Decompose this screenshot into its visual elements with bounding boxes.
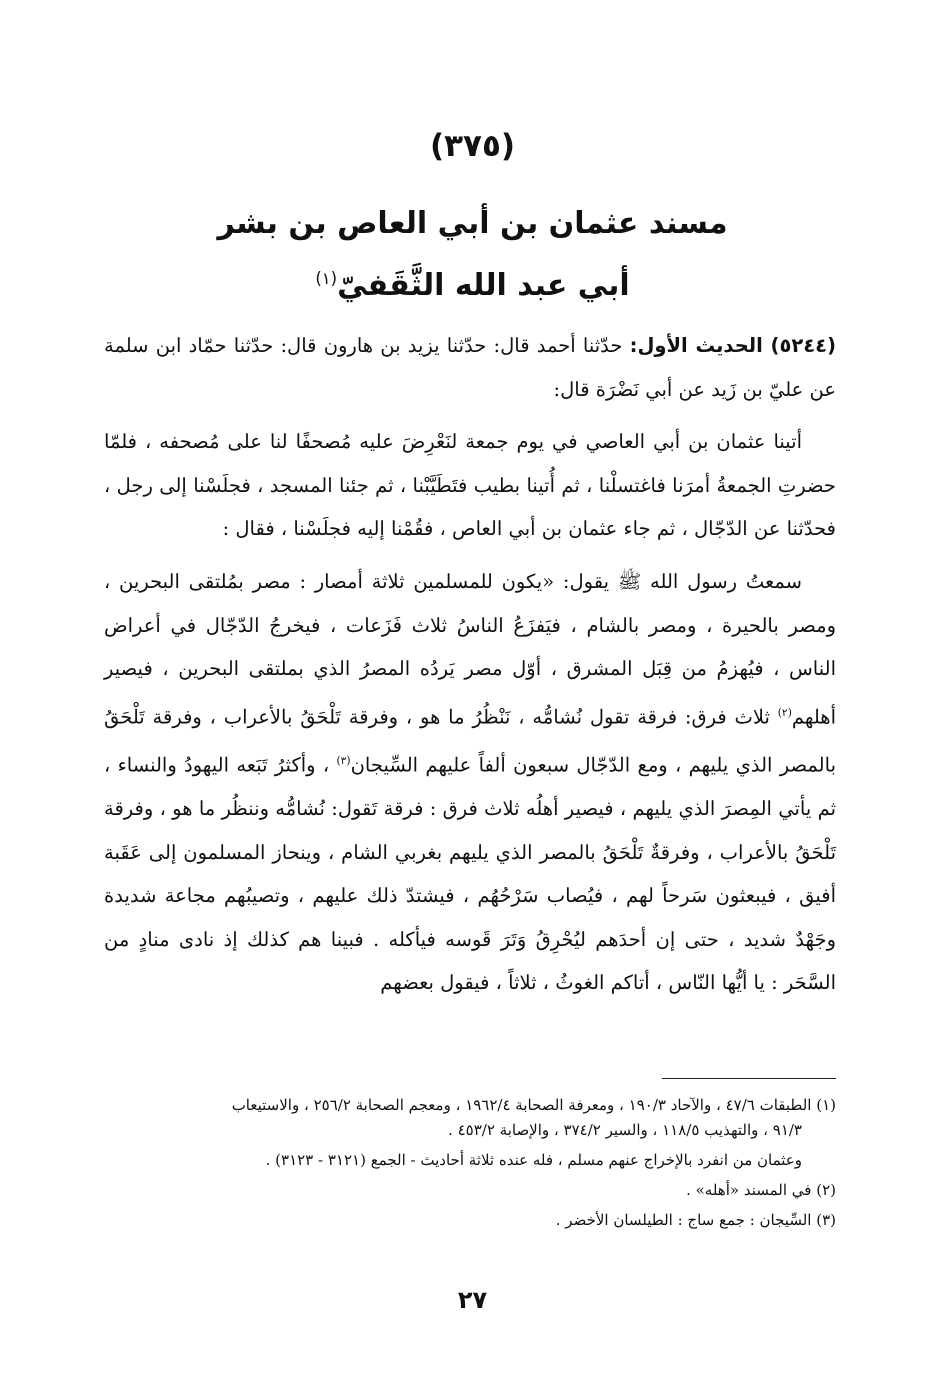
footnote-2: (٢) في المسند «أهله» . — [686, 1181, 836, 1199]
footnote-ref-1: (١) — [315, 269, 338, 288]
chapter-title: مسند عثمان بن أبي العاص بن بشر — [217, 206, 728, 241]
footnote-1-remark: وعثمان من انفرد بالإخراج عنهم مسلم ، فله عنده ثلاثة أحاديث - الجمع (٣١٢١ - ٣١٢٣) . — [265, 1151, 802, 1169]
page-number: ٢٧ — [457, 1286, 488, 1314]
chapter-subtitle-text: أبي عبد الله الثَّقَفيّ — [337, 268, 630, 303]
footnote-1-line-2: ٩١/٣ ، والتهذيب ١١٨/٥ ، والسير ٣٧٤/٢ ، والإصابة ٤٥٣/٢ . — [448, 1121, 802, 1139]
footnote-1 — [104, 1093, 836, 1143]
isnad-text: حدّثنا أحمد قال: حدّثنا يزيد بن هارون قال: حدّثنا حمّاد ابن سلمة عن عليّ بن زَيد عن أبي نَضْرَة قال: — [104, 334, 836, 401]
footnote-ref-3: (٣) — [336, 753, 351, 767]
footnotes — [104, 1093, 836, 1238]
isnad-paragraph — [104, 324, 836, 411]
chapter-subtitle — [0, 268, 945, 303]
footnote-1-line-1: (١) الطبقات ٤٧/٦ ، والآحاد ١٩٠/٣ ، ومعرفة الصحابة ١٩٦٢/٤ ، ومعجم الصحابة ٢٥٦/٢ ، والاستيعاب — [231, 1096, 836, 1114]
hadith-lead: (٥٢٤٤) الحديث الأول: — [629, 334, 836, 357]
narration-text-a: سمعتُ رسول الله ﷺ يقول: «يكون للمسلمين ثلاثة أمصار : مصر بمُلتقى البحرين ، ومصر بالحيرة ، ومصر بالشام ، فيَفزَعُ الناسُ ثلاث فَزَعات ، فيخرجُ الدّجّال في أعراض الناس ، فيُهزمُ من قِبَل المشرق ، أوّل مصر يَردُه المصرُ الذي بملتقى البحرين ، فيصير أهلهم — [104, 569, 836, 729]
narration-paragraph-1: أتينا عثمان بن أبي العاصي في يوم جمعة لنَعْرِضَ عليه مُصحفًا لنا على مُصحفه ، فلمّا حضرتِ الجمعةُ أمرَنا فاغتسلْنا ، ثم أُتينا بطيب فتَطَيَّبْنا ، ثم جئنا المسجد ، فجلَسْنا إلى رجل ، فحدّثنا عن الدّجّال ، ثم جاء عثمان بن أبي العاص ، فقُمْنا إليه فجلَسْنا ، فقال : — [104, 430, 836, 541]
footnote-separator — [662, 1078, 836, 1079]
narration-text-c: ، وأكثرُ تَبَعه اليهودُ والنساء ، ثم يأتي المِصرَ الذي يليهم ، فيصير أهلُه ثلاث فرق : فرقة تَقول: نُشامُّه وننظُر ما هو ، وفرقة تَلْحَقُ بالأعراب ، وفرقةٌ تَلْحَقُ بالمصر الذي يليهم بغربي الشام ، وينحاز المسلمون إلى عَقَبة أفيق ، فيبعثون سَرحاً لهم ، فيُصاب سَرْحُهُم ، فيشتدّ ذلك عليهم ، وتصيبُهم مجاعة شديدة وجَهْدٌ شديد ، حتى إن أحدَهم ليُحْرِقُ وَتَرَ قَوسه فيأكله . فبينا هم كذلك إذ نادى منادٍ من السَّحَر : يا أيُّها النّاس ، أتاكم الغوثُ ، ثلاثاً ، فيقول بعضهم — [104, 753, 836, 995]
hadith-body — [104, 324, 836, 1005]
entry-number: (٣٧٥) — [429, 128, 516, 164]
footnote-ref-2: (٢) — [777, 705, 792, 719]
footnote-3: (٣) السِّيجان : جمع ساج : الطيلسان الأخضر . — [555, 1211, 836, 1229]
narration-text-b: ثلاث فرق: فرقة تقول نُشامُّه ، نَنْظُرُ ما هو ، وفرقة تَلْحَقُ بالأعراب ، وفرقة تَلْحَقُ بالمصر الذي يليهم ، ومع الدّجّال سبعون ألفاً عليهم السِّيجان — [104, 705, 836, 777]
narration-paragraph-2 — [104, 560, 836, 1005]
